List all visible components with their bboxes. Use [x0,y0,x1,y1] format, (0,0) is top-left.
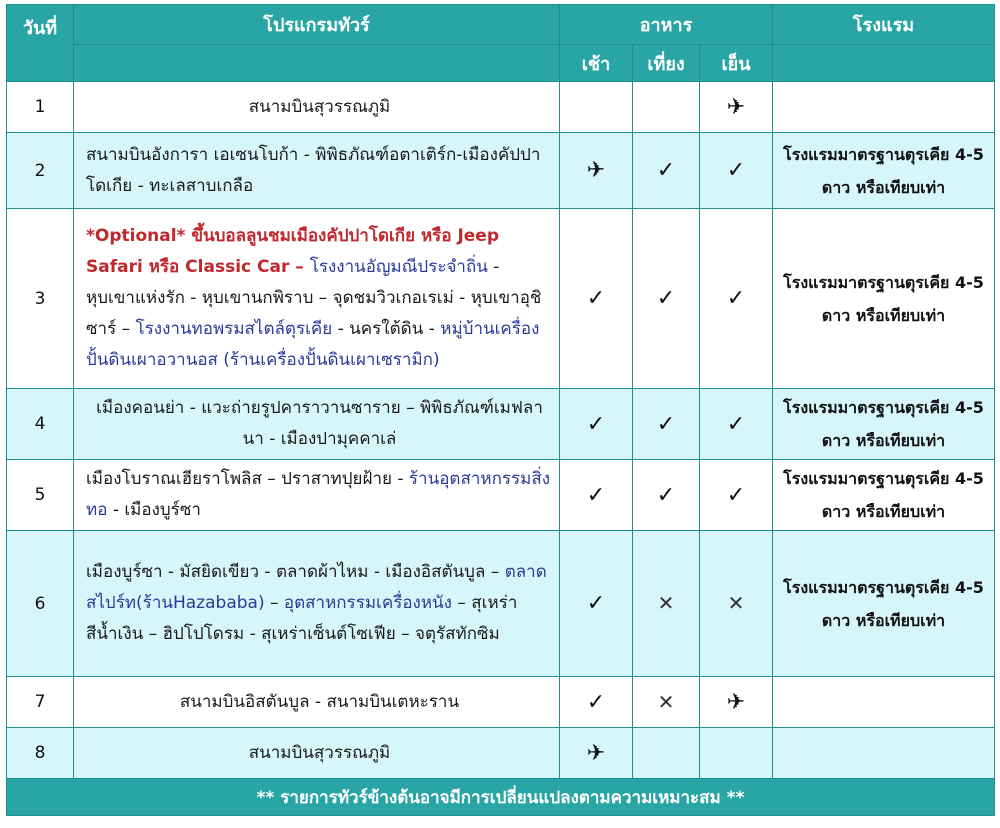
program-text: - หุบเขาแห่งรัก - หุบเขานกพิราบ – จุดชมวิวเกอเรเม่ - หุบเขาอุชิซาร์ – [86,257,542,339]
breakfast-cell [560,460,633,531]
check-icon: ✓ [586,411,606,437]
table-row [7,728,995,779]
hotel-cell: โรงแรมมาตรฐานตุรเคีย 4-5 ดาว หรือเทียบเท่า [773,209,995,389]
breakfast-cell [560,133,633,209]
breakfast-cell [560,531,633,677]
hotel-cell: โรงแรมมาตรฐานตุรเคีย 4-5 ดาว หรือเทียบเท่า [773,531,995,677]
check-icon: ✓ [586,286,606,311]
header-program-sub [74,45,560,82]
shop-stop-text: อุตสาหกรรมเครื่องหนัง [283,593,452,613]
program-cell [74,209,560,389]
program-cell [74,460,560,531]
check-icon: ✓ [726,411,746,437]
lunch-cell [633,82,700,133]
check-icon: ✓ [726,482,746,508]
airplane-icon: ✈ [586,740,606,766]
shop-stop-text: หมู่บ้านเครื่องปั้นดินเผาอวานอส (ร้านเครื่องปั้นดินเผาเซรามิก) [86,319,540,370]
program-text: เมืองคอนย่า - แวะถ่ายรูปคาราวานซาราย – พิพิธภัณฑ์เมฟลานา - เมืองปามุคคาเล่ [96,398,543,449]
header-lunch: เที่ยง [633,45,700,82]
check-icon: ✓ [726,286,746,311]
airplane-icon: ✈ [726,94,746,120]
day-number: 8 [7,728,74,779]
program-cell [74,389,560,460]
check-icon: ✓ [656,482,676,508]
header-breakfast: เช้า [560,45,633,82]
breakfast-cell [560,82,633,133]
table-row [7,460,995,531]
shop-stop-text: โรงงานทอพรมสไตล์ตุรเคีย [135,319,333,339]
check-icon: ✓ [586,482,606,508]
program-text: เมืองบูร์ซา - มัสยิดเขียว - ตลาดผ้าไหม - เมืองอิสตันบูล – [86,562,505,582]
airplane-icon: ✈ [726,689,746,715]
program-cell [74,677,560,728]
hotel-cell [773,728,995,779]
program-text: เมืองโบราณเฮียราโพลิส – ปราสาทปุยฝ้าย - [86,469,409,489]
shop-stop-text: ร้านอุตสาหกรรมสิ่งทอ [86,469,551,520]
program-text: - เมืองบูร์ซา [107,500,201,520]
check-icon: ✓ [726,158,746,183]
table-row [7,209,995,389]
shop-stop-text: ตลาดสไปร์ท(ร้านHazababa) [86,562,547,613]
hotel-cell: โรงแรมมาตรฐานตุรเคีย 4-5 ดาว หรือเทียบเท่า [773,389,995,460]
program-text: สนามบินสุวรรณภูมิ [248,742,391,763]
lunch-cell [633,209,700,389]
breakfast-cell [560,209,633,389]
day-number: 2 [7,133,74,209]
cross-icon: ✕ [727,591,745,615]
dinner-cell [700,209,773,389]
cross-icon: ✕ [657,591,675,615]
program-text: สนามบินอังการา เอเซนโบก้า - พิพิธภัณฑ์อตาเติร์ก-เมืองคัปปาโดเกีย - ทะเลสาบเกลือ [86,144,541,196]
lunch-cell [633,531,700,677]
hotel-cell: โรงแรมมาตรฐานตุรเคีย 4-5 ดาว หรือเทียบเท่า [773,133,995,209]
program-text: สนามบินสุวรรณภูมิ [248,96,391,117]
table-row [7,677,995,728]
dinner-cell [700,133,773,209]
day-number: 7 [7,677,74,728]
optional-text: – [289,257,310,277]
hotel-cell [773,677,995,728]
dinner-cell [700,728,773,779]
header-program: โปรแกรมทัวร์ [74,5,560,45]
program-text: – [264,593,284,613]
cross-icon: ✕ [657,689,675,714]
header-meals: อาหาร [560,5,773,45]
program-cell [74,133,560,209]
program-text: - นครใต้ดิน - [332,319,441,339]
hotel-cell: โรงแรมมาตรฐานตุรเคีย 4-5 ดาว หรือเทียบเท่า [773,460,995,531]
program-cell [74,531,560,677]
dinner-cell [700,389,773,460]
day-number: 6 [7,531,74,677]
hotel-cell [773,82,995,133]
breakfast-cell [560,677,633,728]
lunch-cell [633,133,700,209]
lunch-cell [633,728,700,779]
table-row [7,82,995,133]
lunch-cell [633,389,700,460]
table-row [7,133,995,209]
day-number: 4 [7,389,74,460]
footer-note: ** รายการทัวร์ข้างต้นอาจมีการเปลี่ยนแปลงตามความเหมาะสม ** [7,779,995,816]
day-number: 1 [7,82,74,133]
program-text: – สุเหร่าสีน้ำเงิน – ฮิปโปโดรม - สุเหร่าเซ็นต์โซเฟีย – จตุรัสทักซิม [86,593,518,644]
header-day: วันที่ [7,5,74,82]
airplane-icon: ✈ [586,158,606,183]
program-cell [74,728,560,779]
header-hotel-sub [773,45,995,82]
day-number: 5 [7,460,74,531]
table-row [7,531,995,677]
dinner-cell [700,531,773,677]
itinerary-body [7,82,995,779]
program-text: สนามบินอิสตันบูล - สนามบินเตหะราน [179,691,460,712]
check-icon: ✓ [656,411,676,437]
dinner-cell [700,677,773,728]
dinner-cell [700,460,773,531]
dinner-cell [700,82,773,133]
header-hotel: โรงแรม [773,5,995,45]
check-icon: ✓ [586,689,606,715]
lunch-cell [633,460,700,531]
day-number: 3 [7,209,74,389]
check-icon: ✓ [586,591,606,616]
program-cell [74,82,560,133]
lunch-cell [633,677,700,728]
breakfast-cell [560,389,633,460]
optional-text: *Optional* ขึ้นบอลลูนชมเมืองคัปปาโดเกีย หรือ Jeep Safari หรือ Classic Car [86,226,499,277]
breakfast-cell [560,728,633,779]
check-icon: ✓ [656,286,676,311]
header-dinner: เย็น [700,45,773,82]
shop-stop-text: โรงงานอัญมณีประจำถิ่น [309,257,488,277]
table-row [7,389,995,460]
check-icon: ✓ [656,158,676,183]
itinerary-table [6,4,995,816]
